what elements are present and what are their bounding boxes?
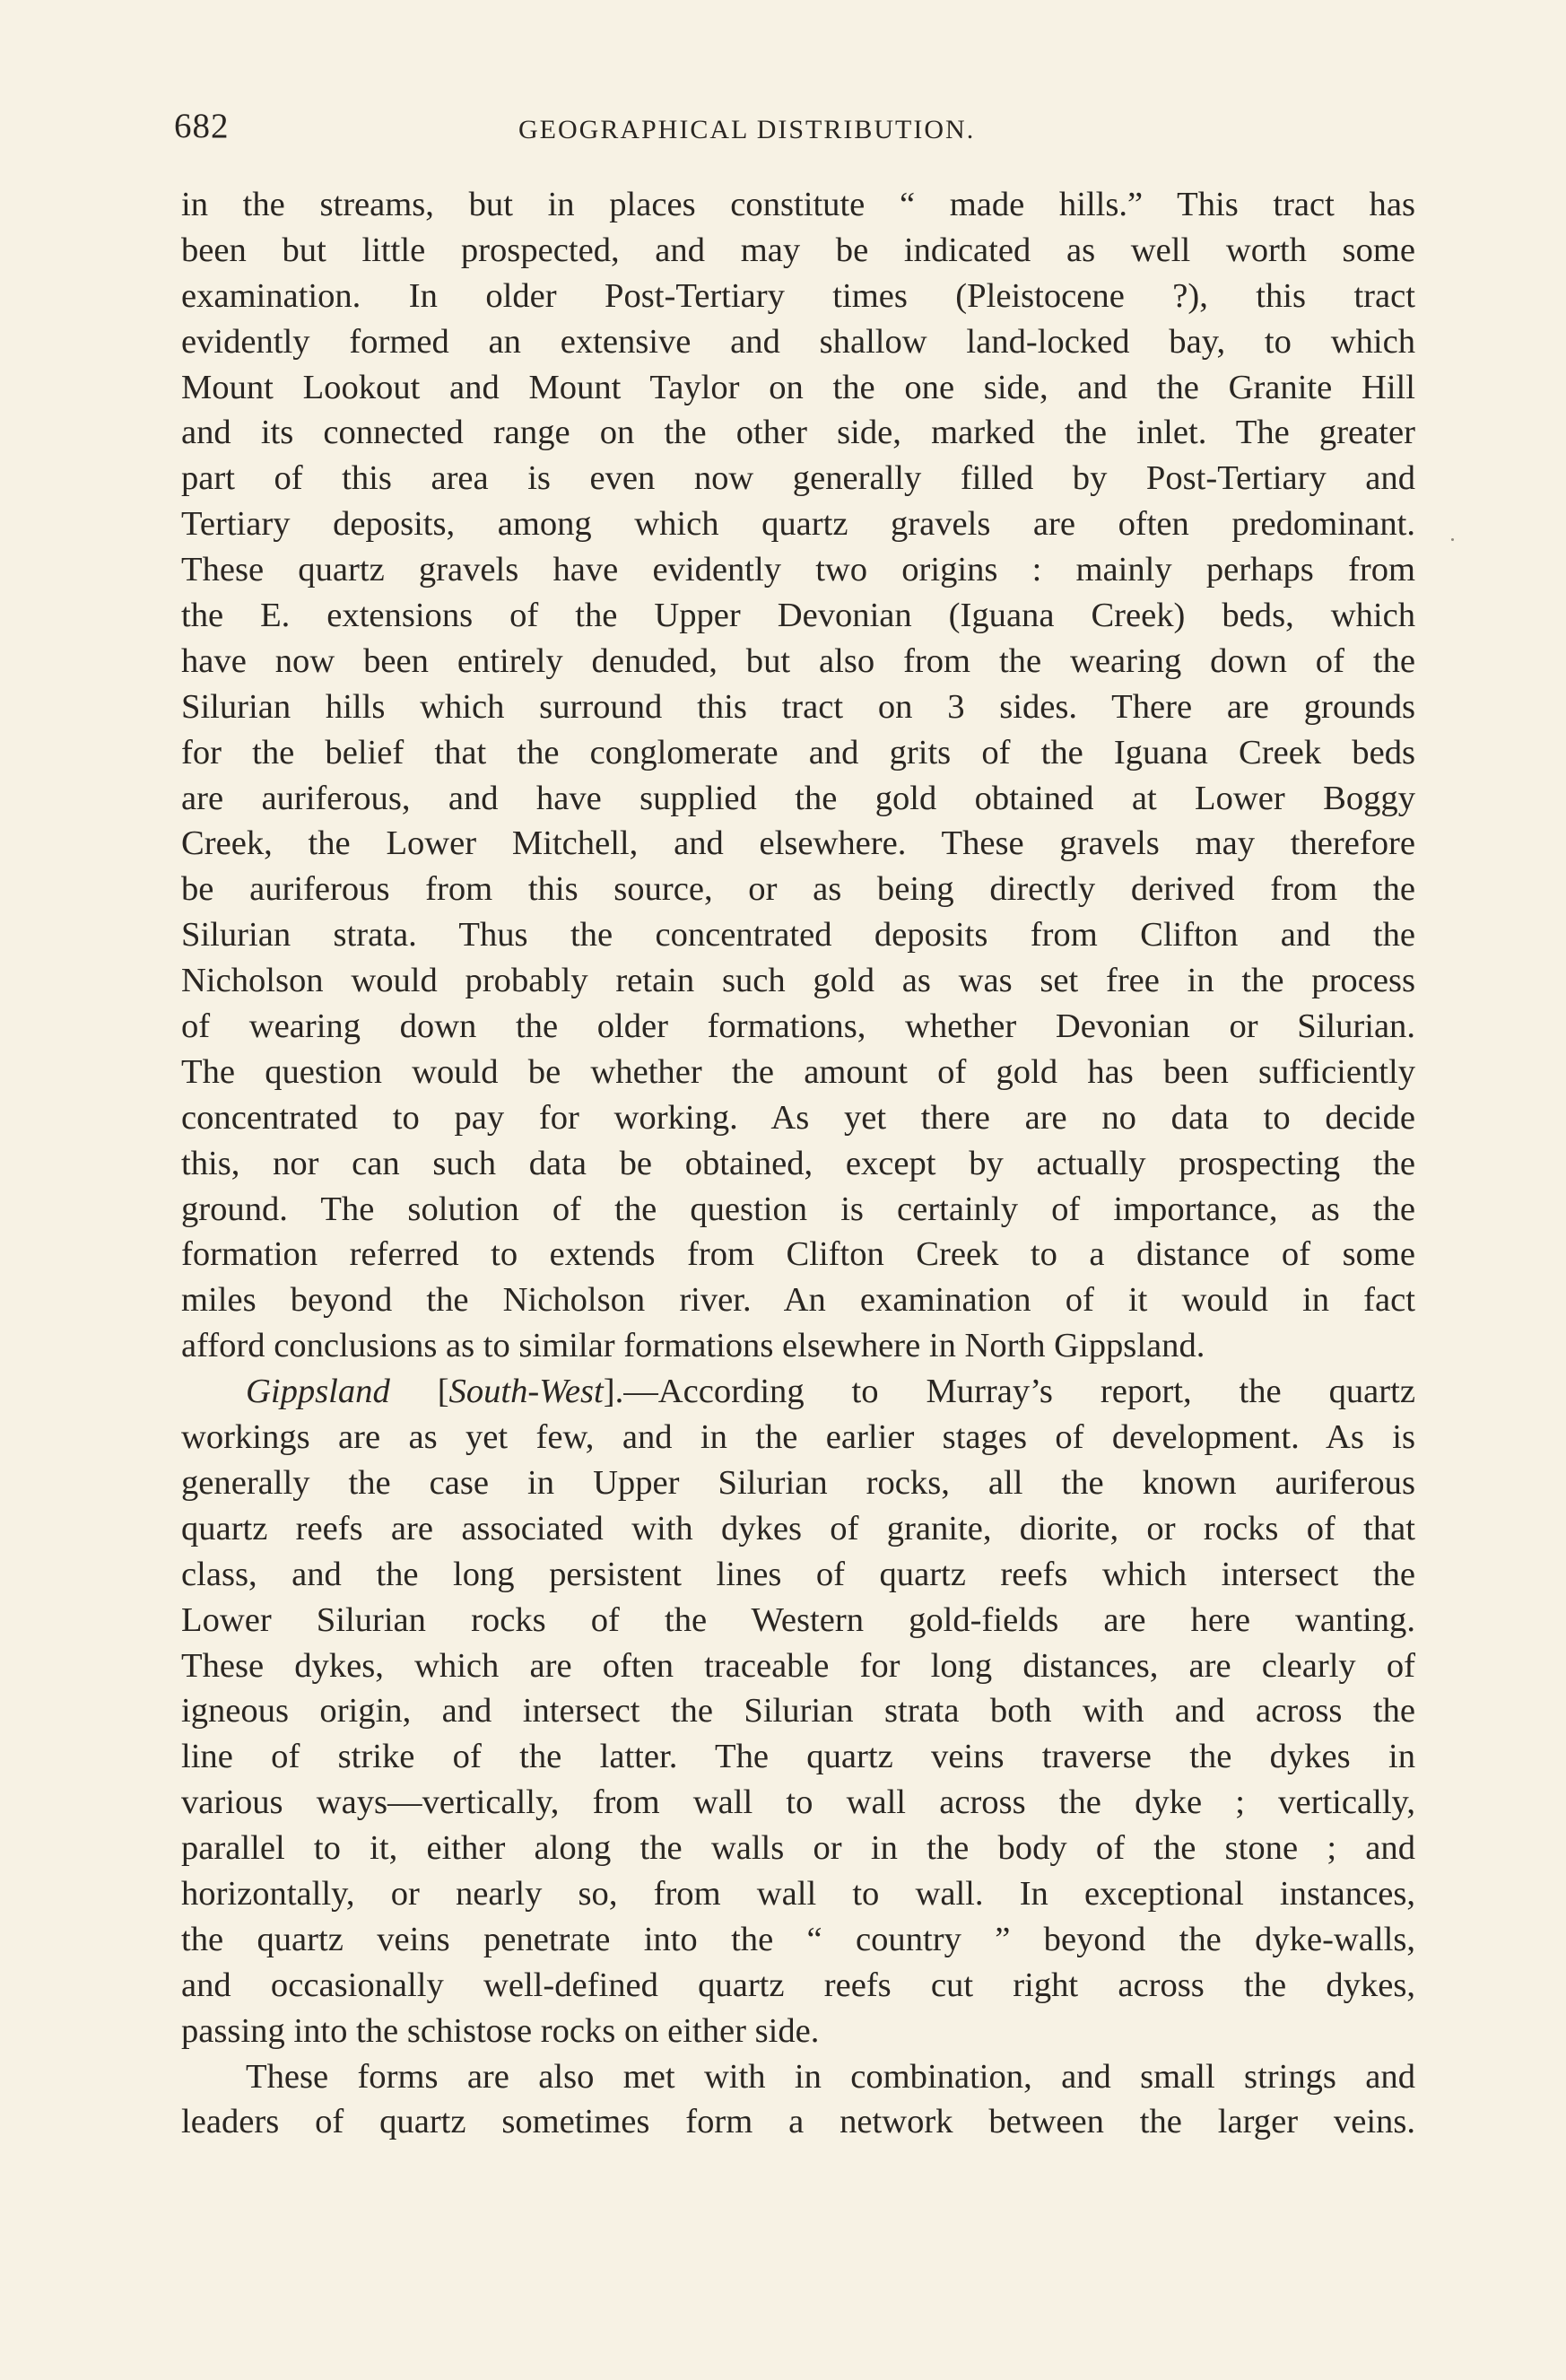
bracket-open: [ <box>389 1373 449 1411</box>
text-line: this, nor can such data be obtained, except by actually prospecting the <box>181 1144 1415 1182</box>
text-line: generally the case in Upper Silurian rocks, all the known auriferous <box>181 1463 1415 1502</box>
text-line: examination. In older Post-Tertiary times (Pleistocene ?), this tract <box>181 276 1415 315</box>
text-line: ground. The solution of the question is certainly of importance, as the <box>181 1190 1415 1228</box>
text-line: have now been entirely denuded, but also from the wearing down of the <box>181 641 1415 680</box>
text-line: Silurian hills which surround this tract on 3 sides. There are grounds <box>181 687 1415 726</box>
text-line: Silurian strata. Thus the concentrated deposits from Clifton and the <box>181 916 1415 955</box>
text-line: parallel to it, either along the walls or in the body of the stone ; and <box>181 1829 1415 1868</box>
text-line: are auriferous, and have supplied the gold obtained at Lower Boggy <box>181 779 1415 817</box>
text-line: Creek, the Lower Mitchell, and elsewhere. These gravels may therefore <box>181 824 1415 863</box>
text-line: quartz reefs are associated with dykes of granite, diorite, or rocks of that <box>181 1509 1415 1547</box>
text-line: be auriferous from this source, or as being directly derived from the <box>181 870 1415 909</box>
running-title: GEOGRAPHICAL DISTRIBUTION. <box>518 115 976 144</box>
text-line: and occasionally well-defined quartz reefs cut right across the dykes, <box>181 1966 1415 2004</box>
text-line: igneous origin, and intersect the Silurian strata both with and across the <box>181 1692 1415 1731</box>
text-line: passing into the schistose rocks on either side. <box>181 2011 820 2050</box>
text-line: concentrated to pay for working. As yet there are no data to decide <box>181 1098 1415 1137</box>
section-first-line <box>181 1369 1415 1415</box>
paragraph-1 <box>181 182 1415 1369</box>
paragraph-2 <box>181 1369 1415 2053</box>
page-number: 682 <box>174 107 230 145</box>
text-line: class, and the long persistent lines of quartz reefs which intersect the <box>181 1555 1415 1593</box>
text-line: of wearing down the older formations, whether Devonian or Silurian. <box>181 1007 1415 1046</box>
text-line: the E. extensions of the Upper Devonian (Iguana Creek) beds, which <box>181 597 1415 635</box>
text-line: various ways—vertically, from wall to wall across the dyke ; vertically, <box>181 1783 1415 1822</box>
first-line-text: —According to Murray’s report, the quartz <box>623 1373 1415 1411</box>
text-line: afford conclusions as to similar formations elsewhere in North Gippsland. <box>181 1327 1205 1365</box>
text-line: been but little prospected, and may be indicated as well worth some <box>181 231 1415 269</box>
paper-speck <box>1451 538 1454 541</box>
text-line: Lower Silurian rocks of the Western gold-fields are here wanting. <box>181 1600 1415 1639</box>
text-line: in the streams, but in places constitute “ made hills.” This tract has <box>181 186 1415 223</box>
text-line: and its connected range on the other side, marked the inlet. The greater <box>181 414 1415 452</box>
text-line: These quartz gravels have evidently two origins : mainly perhaps from <box>181 551 1415 589</box>
text-line: Mount Lookout and Mount Taylor on the one side, and the Granite Hill <box>181 368 1415 406</box>
bracket-close: ]. <box>603 1373 624 1411</box>
text-line: Nicholson would probably retain such gold as was set free in the process <box>181 962 1415 1000</box>
text-line: miles beyond the Nicholson river. An examination of it would in fact <box>181 1281 1415 1320</box>
text-line: The question would be whether the amount of gold has been sufficiently <box>181 1052 1415 1091</box>
section-subheading: South-West <box>448 1373 604 1411</box>
text-line: for the belief that the conglomerate and grits of the Iguana Creek beds <box>181 733 1415 772</box>
text-line: These dykes, which are often traceable for long distances, are clearly of <box>181 1646 1415 1685</box>
paragraph-3 <box>181 2054 1415 2146</box>
text-line: part of this area is even now generally filled by Post-Tertiary and <box>181 459 1415 498</box>
text-line: evidently formed an extensive and shallow land-locked bay, to which <box>181 322 1415 361</box>
text-line: workings are as yet few, and in the earlier stages of development. As is <box>181 1418 1415 1457</box>
page-header <box>174 106 1412 160</box>
section-heading: Gippsland <box>246 1373 390 1411</box>
text-line: the quartz veins penetrate into the “ country ” beyond the dyke-walls, <box>181 1920 1415 1958</box>
text-line: leaders of quartz sometimes form a network between the larger veins. <box>181 2103 1415 2141</box>
text-line: horizontally, or nearly so, from wall to wall. In exceptional instances, <box>181 1874 1415 1913</box>
text-line: line of strike of the latter. The quartz veins traverse the dykes in <box>181 1738 1415 1776</box>
text-line: These forms are also met with in combination, and small strings and <box>246 2057 1415 2096</box>
text-line: Tertiary deposits, among which quartz gravels are often predominant. <box>181 505 1415 544</box>
body-text <box>181 182 1415 2145</box>
text-line: formation referred to extends from Clifton Creek to a distance of some <box>181 1235 1415 1274</box>
